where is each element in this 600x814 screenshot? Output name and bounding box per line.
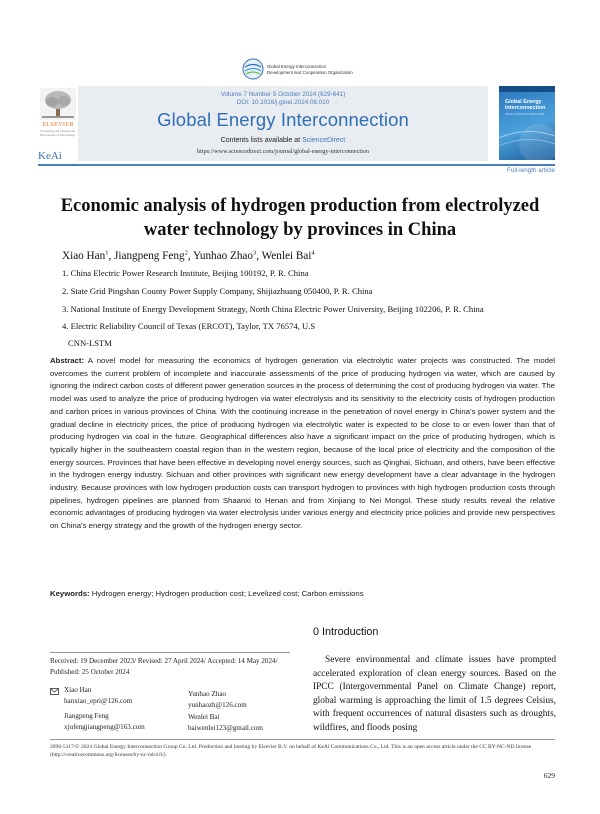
cover-art-icon <box>499 86 555 160</box>
header-divider <box>38 164 555 166</box>
footnote-divider <box>50 652 290 653</box>
contents-line <box>78 137 488 144</box>
license-text: 2096-5117/© 2024 Global Energy Interconnection Group Co. Ltd. Production and hosting by Elsevier B.V. on behalf of KeAi Communications Co., Ltd. This is an open access article under the CC BY-NC-ND license (http://creativecommons.org/licenses/by-nc-nd/4.0/). <box>50 744 532 759</box>
contents-prefix: Contents lists available at <box>220 137 303 144</box>
contact-email[interactable]: yunhaozh@126.com <box>188 700 247 709</box>
journal-title: Global Energy Interconnection <box>157 109 409 130</box>
elsevier-tree-icon <box>40 88 76 120</box>
contact-entry <box>188 689 247 710</box>
author-name: Yunhao Zhao <box>193 250 253 262</box>
author-affiliation-mark: 4 <box>311 249 315 257</box>
page-number: 629 <box>543 771 555 780</box>
author-name: Xiao Han <box>62 250 106 262</box>
volume-info: Volume 7 Number 5 October 2024 (629-641) <box>220 91 346 98</box>
received-dates: Received: 19 December 2023/ Revised: 27 April 2024/ Accepted: 14 May 2024/ Published: 25 October 2024 <box>50 657 278 676</box>
keywords <box>50 589 555 598</box>
abstract-label: Abstract: <box>50 356 85 365</box>
journal-header <box>78 86 488 161</box>
abstract <box>50 355 555 533</box>
org-subname: Development and Cooperation Organization <box>267 70 353 75</box>
contact-entry <box>64 711 145 732</box>
article-type: Full-length article <box>507 167 555 174</box>
author-list: Xiao Han$^1$, Jiangpeng Feng$^2$, Yunhao Zhao$^3$, Wenlei Bai$^4$ <box>62 249 315 262</box>
contact-email[interactable]: hanxiao_epri@126.com <box>64 696 133 705</box>
globe-icon <box>242 58 264 80</box>
contact-entry <box>64 685 132 706</box>
cnn-label: CNN-LSTM <box>68 338 112 348</box>
paper-title: Economic analysis of hydrogen production from electrolyzed water technology by provinces in China <box>60 196 540 240</box>
keywords-text: Hydrogen energy; Hydrogen production cost; Levelized cost; Carbon emissions <box>89 589 364 598</box>
sciencedirect-link[interactable]: ScienceDirect <box>302 137 346 144</box>
contact-name: Wenlei Bai <box>188 713 220 721</box>
abstract-text: A novel model for measuring the economics of hydrogen generation via electrolytic water projects was constructed. The model overcomes the current problem of incomplete and inaccurate assessments of the price of producing hydrogen via water, which are caused by ignoring the indirect carbon costs of different power generation sources in the process of determining the cost of producing hydrogen via water. The model was used to analyze the price of producing hydrogen via water electrolysis and its sensitivity to the electricity costs of hydrogen production and carbon prices in various provinces of China. With the continuing increase in the penetration of novel energy in China’s power system and the gradual decline in electricity prices, the price of producing hydrogen via electrolytic water is expected to be close to or even lower than that of producing hydrogen via coal in the future. Geographical differences also have a significant impact on the price of producing hydrogen, which is typically higher in the southeastern coastal region than in the western region, because of the local price of electricity and the composition of the energy sources. Provinces that have been effective in developing novel energy sources, such as Qinghai, Sichuan, and others, have been effective in the hydrogen energy industry. Sichuan and other provinces with significant new energy development have a clear advantage in the hydrogen industry. Because provinces with low hydrogen production costs can transport hydrogen to provinces with high hydrogen production costs through pipelines, hydrogen pipelines are planned from Shaanxi to Henan and from Xinjiang to Nei Mongol. These study results reveal the relative economic advantages of producing hydrogen via water electrolysis under various energy and electricity price policies and provide new perspectives on China’s energy strategy and the growth of the hydrogen energy sector. <box>50 356 555 531</box>
author-name: Jiangpeng Feng <box>114 250 185 262</box>
introduction-text: Severe environmental and climate issues have prompted accelerated exploration of clean energy sources. Based on the IPCC (Intergovernmental Panel on Climate Change) report, global warming is approaching the limit of 1.5 degrees Celsius, with frequent occurrences of natural disasters such as droughts, wildfires, and floods posing <box>313 655 556 733</box>
affiliation: 2. State Grid Pingshan County Power Supply Company, Shijiazhuang 050400, P. R. China <box>62 286 373 296</box>
contact-email[interactable]: baiwenlei123@gmail.com <box>188 723 263 732</box>
journal-url[interactable]: https://www.sciencedirect.com/journal/global-energy-interconnection <box>197 148 369 155</box>
author-affiliation-mark: 2 <box>184 249 188 257</box>
contact-email[interactable]: xjufengjiangpeng@163.com <box>64 722 145 731</box>
cover-title: Global Energy Interconnection <box>505 99 546 111</box>
contact-name: Jiangpeng Feng <box>64 712 109 720</box>
affiliation: 1. China Electric Power Research Institute, Beijing 100192, P. R. China <box>62 268 309 278</box>
keai-logo: KeAi <box>38 150 62 162</box>
cover-subtitle: Volume 7 Number 5 October 2024 <box>505 113 545 116</box>
author-affiliation-mark: 3 <box>252 249 257 257</box>
contact-entry <box>188 712 263 733</box>
author-affiliation-mark: 1 <box>105 249 109 257</box>
journal-cover <box>499 86 555 160</box>
footer-divider <box>50 739 555 740</box>
affiliation: 4. Electric Reliability Council of Texas (ERCOT), Taylor, TX 76574, U.S <box>62 321 316 331</box>
affiliation: 3. National Institute of Energy Development Strategy, North China Electric Power University, Beijing 102206, P. R. China <box>62 304 484 314</box>
org-name: Global Energy Interconnection <box>267 64 327 69</box>
keywords-label: Keywords: <box>50 589 90 598</box>
author-name: Wenlei Bai <box>261 250 312 262</box>
elsevier-tagline: Producing and Sharing the Discoveries of Knowledge <box>40 129 76 137</box>
section-heading-introduction: 0 Introduction <box>313 626 379 638</box>
elsevier-wordmark: ELSEVIER <box>42 121 74 128</box>
email-icon <box>50 688 59 695</box>
contact-name: Yunhao Zhao <box>188 690 227 698</box>
doi[interactable]: DOI: 10.1016/j.gloei.2024.08.010 <box>236 99 330 106</box>
organization-logo-block <box>242 58 382 82</box>
contact-name: Xiao Han <box>64 686 92 694</box>
